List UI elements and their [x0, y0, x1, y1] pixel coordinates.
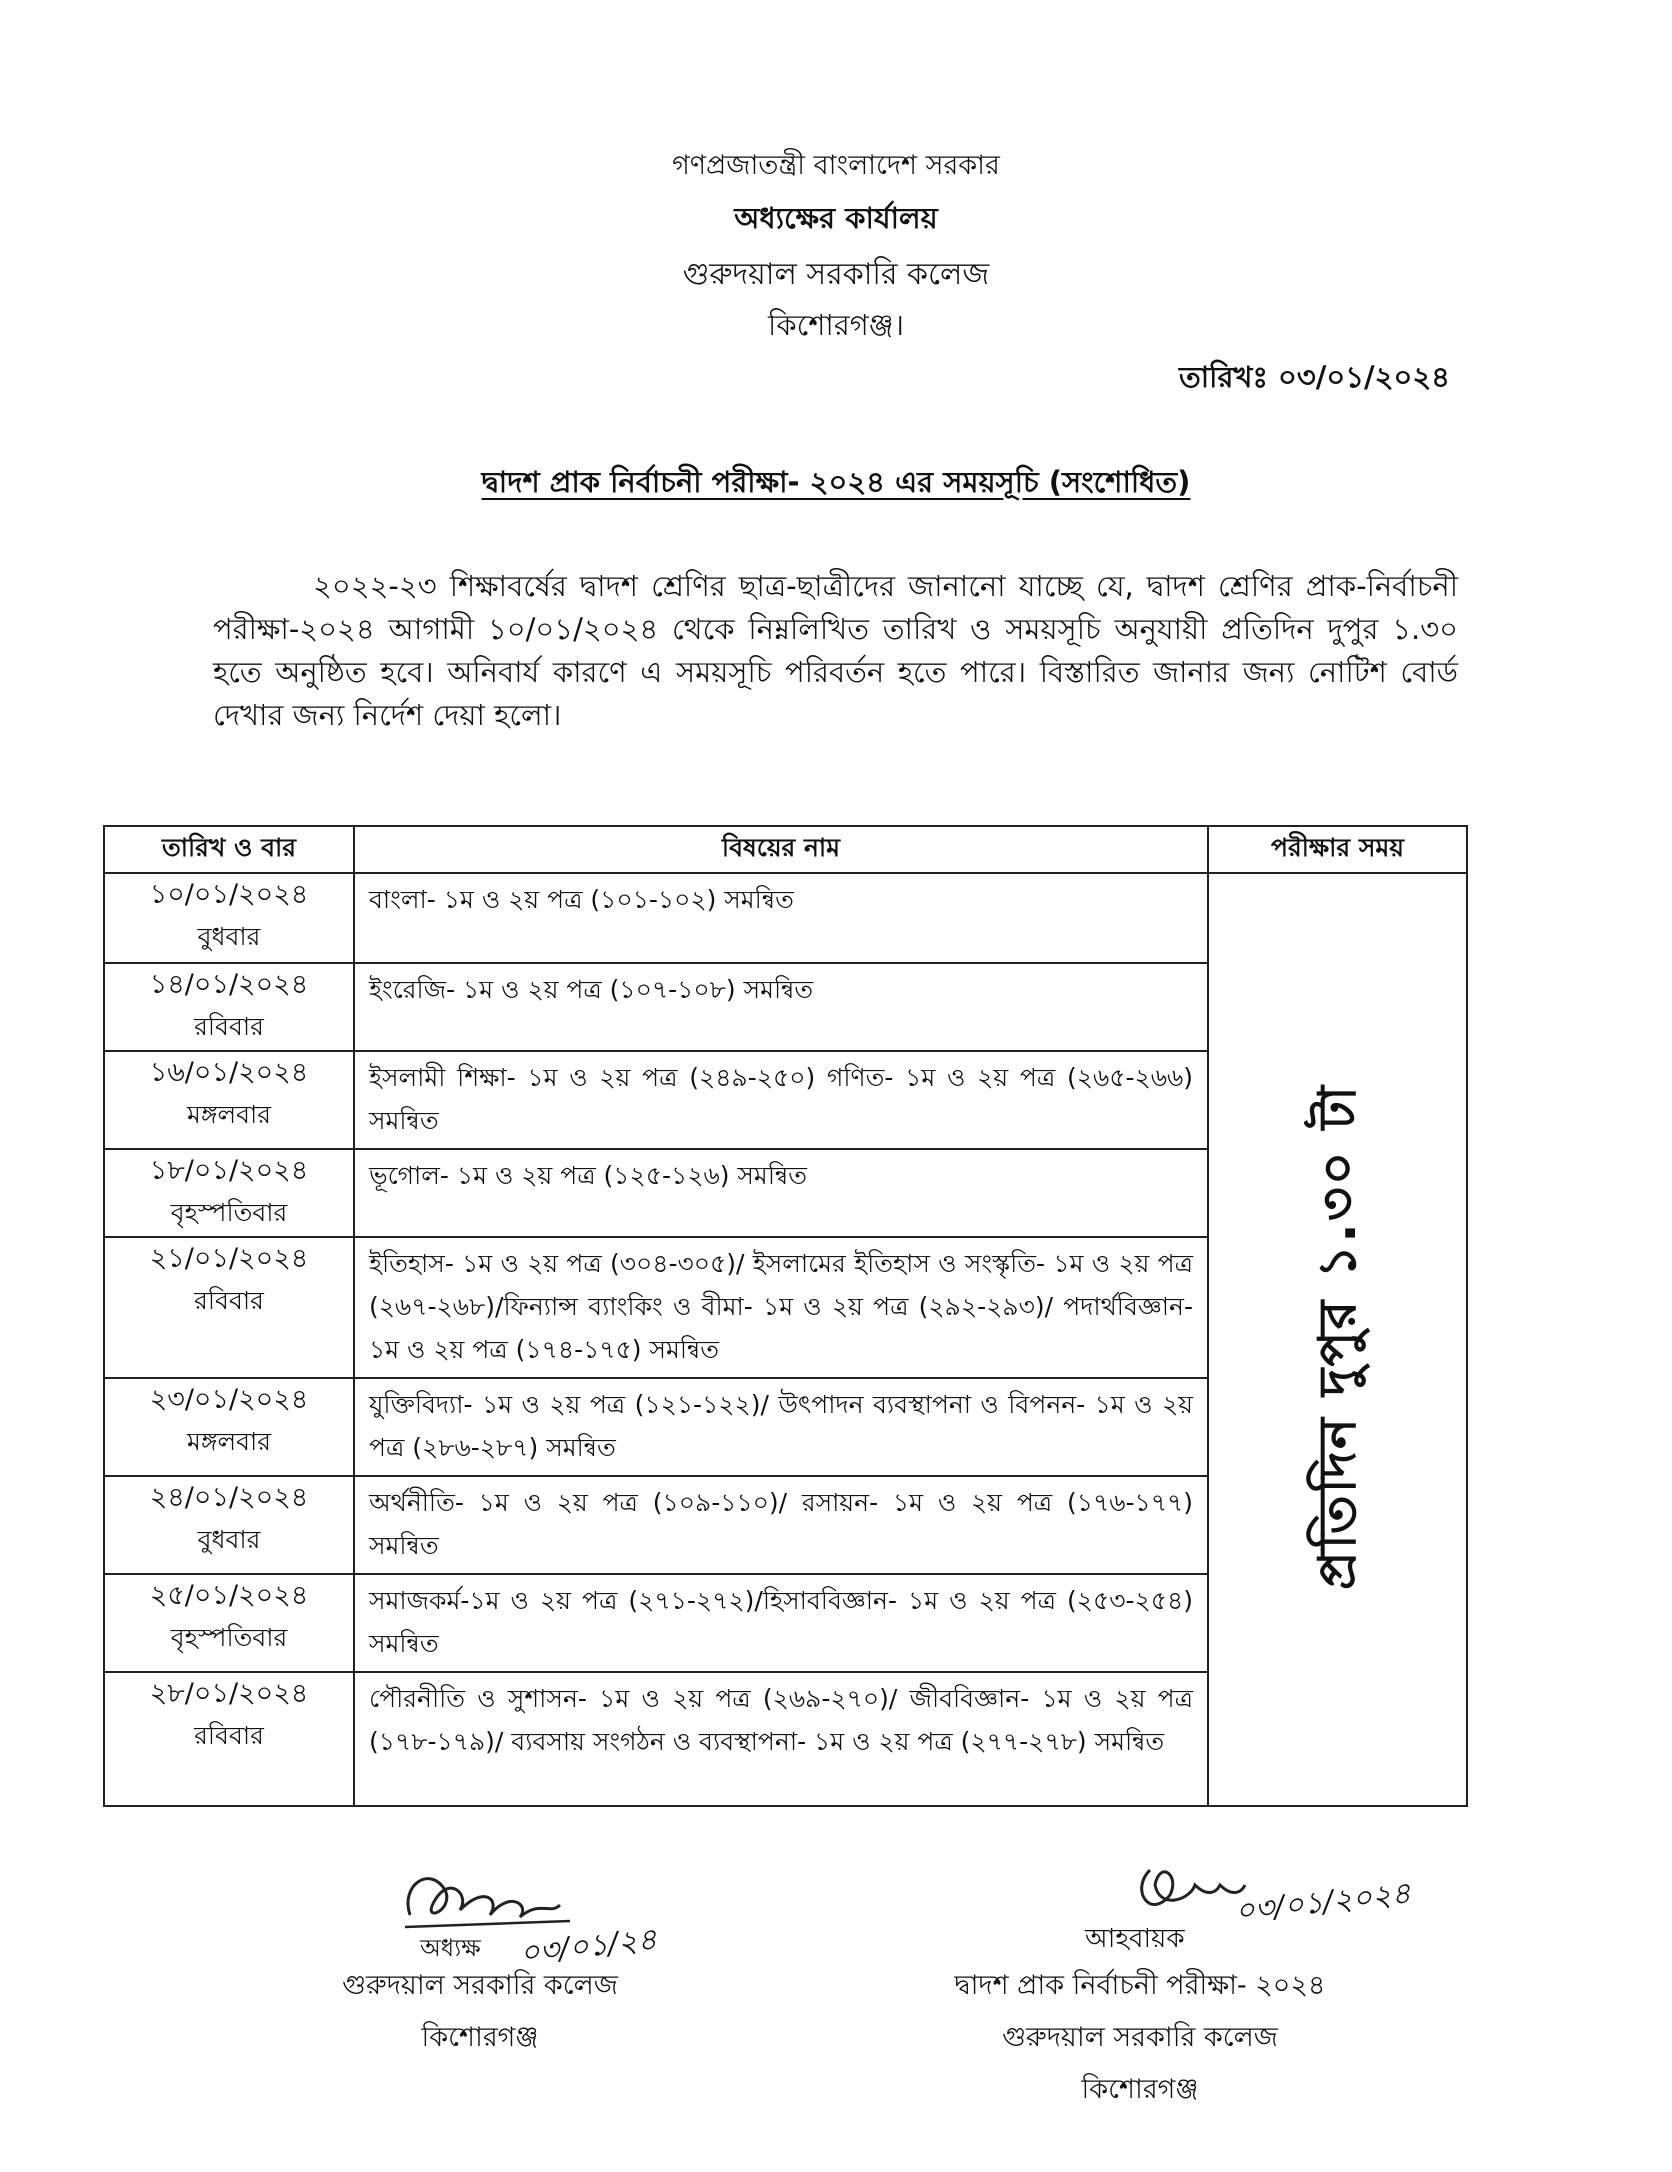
notice-title: দ্বাদশ প্রাক নির্বাচনী পরীক্ষা- ২০২৪ এর সময়সূচি (সংশোধিত): [481, 465, 1191, 499]
subject-cell: যুক্তিবিদ্যা- ১ম ও ২য় পত্র (১২১-১২২)/ উৎপাদন ব্যবস্থাপনা ও বিপনন- ১ম ও ২য় পত্র (২৮৬-২৮৭) সমন্বিত: [354, 1378, 1208, 1476]
convener-handwritten-date: ০৩/০১/২০২৪: [1233, 1875, 1413, 1930]
exam-day: মঙ্গলবার: [186, 1427, 271, 1456]
government-name: গণপ্রজাতন্ত্রী বাংলাদেশ সরকার: [672, 150, 1000, 181]
district-name: কিশোরগঞ্জ।: [768, 308, 904, 342]
exam-day: রবিবার: [194, 1286, 264, 1315]
date-cell: [104, 1051, 354, 1149]
principal-handwritten-date: ০৩/০১/২৪: [518, 1921, 659, 1972]
notice-date: তারিখঃ ০৩/০১/২০২৪: [1179, 360, 1450, 394]
table-row: [104, 873, 1467, 963]
exam-date: ২৮/০১/২০২৪: [149, 1678, 309, 1709]
date-cell: [104, 1237, 354, 1378]
header-subject: বিষয়ের নাম: [354, 826, 1208, 873]
header-exam-time: পরীক্ষার সময়: [1208, 826, 1467, 873]
date-cell: [104, 1574, 354, 1672]
exam-day: বুধবার: [197, 922, 261, 951]
date-cell: [104, 963, 354, 1051]
subject-cell: অর্থনীতি- ১ম ও ২য় পত্র (১০৯-১১০)/ রসায়ন- ১ম ও ২য় পত্র (১৭৬-১৭৭) সমন্বিত: [354, 1476, 1208, 1574]
exam-date: ১৪/০১/২০২৪: [149, 969, 309, 1000]
subject-cell: পৌরনীতি ও সুশাসন- ১ম ও ২য় পত্র (২৬৯-২৭০)/ জীববিজ্ঞান- ১ম ও ২য় পত্র (১৭৮-১৭৯)/ ব্যবসায় সংগঠন ও ব্যবস্থাপনা- ১ম ও ২য় পত্র (২৭৭-২৭৮) সমন্বিত: [354, 1672, 1208, 1806]
convener-college: গুরুদয়াল সরকারি কলেজ: [1002, 2022, 1278, 2053]
convener-signature-block: [880, 1960, 1400, 2116]
exam-time-cell: [1208, 873, 1467, 1806]
exam-time-text: প্রতিদিন দুপুর ১.৩০ টা: [1308, 1083, 1368, 1590]
principal-district: কিশোরগঞ্জ: [421, 2022, 539, 2053]
exam-day: বৃহস্পতিবার: [170, 1623, 288, 1652]
convener-district: কিশোরগঞ্জ: [1081, 2074, 1199, 2105]
principal-role: অধ্যক্ষ: [420, 1934, 481, 1962]
subject-cell: ইতিহাস- ১ম ও ২য় পত্র (৩০৪-৩০৫)/ ইসলামের ইতিহাস ও সংস্কৃতি- ১ম ও ২য় পত্র (২৬৭-২৬৮)/ফিন্যান্স ব্যাংকিং ও বীমা- ১ম ও ২য় পত্র (২৯২-২৯৩)/ পদার্থবিজ্ঞান- ১ম ও ২য় পত্র (১৭৪-১৭৫) সমন্বিত: [354, 1237, 1208, 1378]
convener-exam-name: দ্বাদশ প্রাক নির্বাচনী পরীক্ষা- ২০২৪: [954, 1970, 1326, 2001]
table-header-row: [104, 826, 1467, 873]
date-cell: [104, 1476, 354, 1574]
exam-date: ১০/০১/২০২৪: [149, 879, 309, 910]
subject-cell: ইসলামী শিক্ষা- ১ম ও ২য় পত্র (২৪৯-২৫০) গণিত- ১ম ও ২য় পত্র (২৬৫-২৬৬) সমন্বিত: [354, 1051, 1208, 1149]
exam-day: রবিবার: [194, 1721, 264, 1750]
subject-cell: ইংরেজি- ১ম ও ২য় পত্র (১০৭-১০৮) সমন্বিত: [354, 963, 1208, 1051]
schedule-table: [103, 825, 1468, 1807]
college-name: গুরুদয়াল সরকারি কলেজ: [682, 257, 990, 292]
convener-role: আহবায়ক: [1085, 1924, 1185, 1954]
exam-date: ১৮/০১/২০২৪: [149, 1155, 309, 1186]
date-cell: [104, 1378, 354, 1476]
date-cell: [104, 1672, 354, 1806]
subject-cell: বাংলা- ১ম ও ২য় পত্র (১০১-১০২) সমন্বিত: [354, 873, 1208, 963]
exam-date: ২৪/০১/২০২৪: [149, 1482, 309, 1513]
date-cell: [104, 873, 354, 963]
exam-date: ১৬/০১/২০২৪: [149, 1057, 309, 1088]
date-cell: [104, 1149, 354, 1237]
exam-date: ২১/০১/২০২৪: [149, 1243, 309, 1274]
exam-day: বুধবার: [197, 1525, 261, 1554]
exam-date: ২৫/০১/২০২৪: [149, 1580, 309, 1611]
subject-cell: ভূগোল- ১ম ও ২য় পত্র (১২৫-১২৬) সমন্বিত: [354, 1149, 1208, 1237]
header-date-day: তারিখ ও বার: [104, 826, 354, 873]
principal-college: গুরুদয়াল সরকারি কলেজ: [342, 1970, 618, 2001]
intro-paragraph: ২০২২-২৩ শিক্ষাবর্ষের দ্বাদশ শ্রেণির ছাত্র-ছাত্রীদের জানানো যাচ্ছে যে, দ্বাদশ শ্রেণির প্রাক-নির্বাচনী পরীক্ষা-২০২৪ আগামী ১০/০১/২০২৪ থেকে নিম্নলিখিত তারিখ ও সময়সূচি অনুযায়ী প্রতিদিন দুপুর ১.৩০ হতে অনুষ্ঠিত হবে। অনিবার্য কারণে এ সময়সূচি পরিবর্তন হতে পারে। বিস্তারিত জানার জন্য নোটিশ বোর্ড দেখার জন্য নির্দেশ দেয়া হলো।: [213, 569, 1458, 732]
exam-day: বৃহস্পতিবার: [170, 1198, 288, 1227]
office-name: অধ্যক্ষের কার্যালয়: [734, 201, 938, 235]
exam-date: ২৩/০১/২০২৪: [149, 1384, 309, 1415]
subject-cell: সমাজকর্ম-১ম ও ২য় পত্র (২৭১-২৭২)/হিসাববিজ্ঞান- ১ম ও ২য় পত্র (২৫৩-২৫৪) সমন্বিত: [354, 1574, 1208, 1672]
exam-day: মঙ্গলবার: [186, 1100, 271, 1129]
principal-signature-block: [290, 1960, 670, 2064]
exam-day: রবিবার: [194, 1012, 264, 1041]
